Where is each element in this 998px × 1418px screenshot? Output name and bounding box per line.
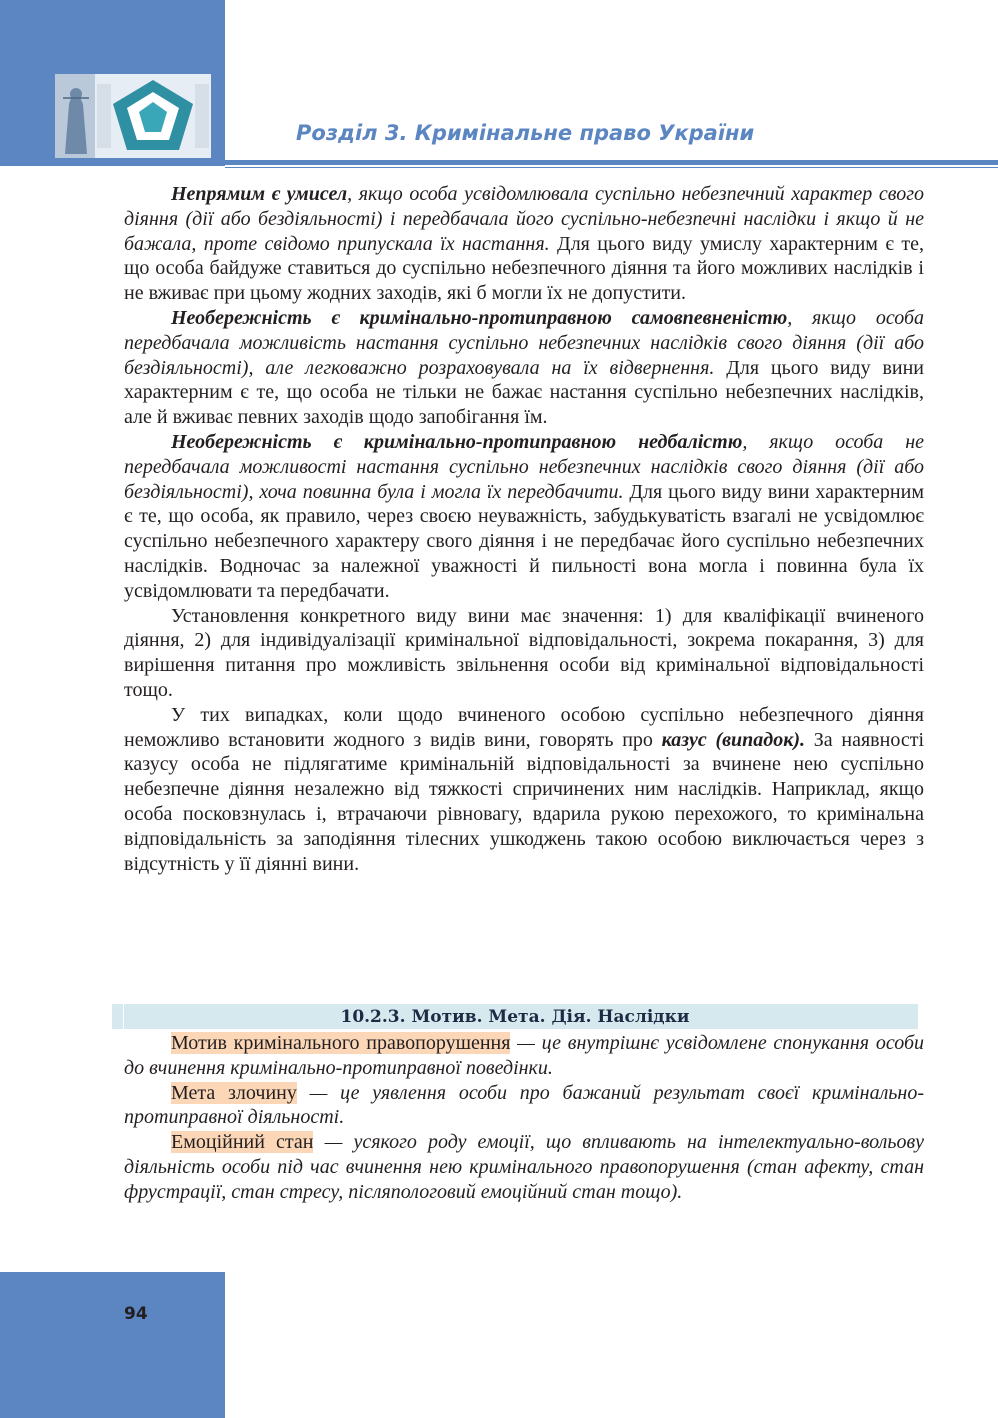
paragraph-negligence: Необережність є кримінально-протиправною недбалістю, якщо особа не передбачала можливості настання суспільно небезпечних наслідків свого діяння (дії або бездіяльності), хоча повинна була і могла їх передбачити. Для цього виду вини характерним є те, що особа, як правило, через своєю неуважність, забудькуватість взагалі не усвідомлює суспільно небезпечного характеру свого діяння і не передбачає його суспільно небезпечних наслідків. Водночас за належної уважності й пильності вона могла і повинна була їх усвідомлювати та передбачати.	[124, 430, 925, 602]
term-highlight: Емоційний стан	[171, 1131, 314, 1154]
page-number: 94	[124, 1304, 148, 1324]
header-rule	[225, 160, 998, 165]
term-highlight: Мета злочину	[171, 1081, 297, 1104]
chapter-title: Розділ 3. Кримінальне право України	[296, 121, 755, 145]
header-rule-thin	[225, 167, 998, 168]
chapter-logo	[55, 74, 211, 158]
definition-goal: Мета злочину — це уявлення особи про бажаний результат своєї кримінально-протиправної діяльності.	[124, 1081, 924, 1129]
section-heading: 10.2.3. Мотив. Мета. Дія. Наслідки	[340, 1007, 690, 1027]
paragraph-self-confidence: Необережність є кримінально-протиправною самовпевненістю, якщо особа передбачала можливість настання суспільно небезпечних наслідків свого діяння (дії або бездіяльності), але легковажно розраховувала на їх відвернення. Для цього виду вини характерним є те, що особа не тільки не бажає настання суспільно небезпечних наслідків, але й вживає певних заходів щодо запобігання їм.	[124, 306, 924, 429]
paragraph-guilt-significance: Установлення конкретного виду вини має значення: 1) для кваліфікації вчиненого діяння, 2) для індивідуалізації кримінальної відповідальності, зокрема покарання, 3) для вирішення питання про можливість звільнення особи від кримінальної відповідальності тощо.	[124, 604, 924, 701]
justice-emblem-icon	[55, 74, 211, 158]
definition-motive: Мотив кримінального правопорушення — це внутрішнє усвідомлене спонукання особи до вчинення кримінально-протиправної поведінки.	[124, 1032, 924, 1079]
paragraph-indirect-intent: Непрямим є умисел, якщо особа усвідомлювала суспільно небезпечний характер свого діяння (дії або бездіяльності) і передбачала його суспільно-небезпечні наслідки і якщо й не бажала, проте свідомо припускала їх настання. Для цього виду умислу характерним є те, що особа байдуже ставиться до суспільно небезпечного діяння та його можливих наслідків і не вживає при цьому жодних заходів, які б могли їх не допустити.	[124, 183, 924, 305]
main-text	[124, 182, 924, 876]
definition-emotional-state: Емоційний стан — усякого роду емоції, що впливають на інтелектуально-вольову діяльність особи під час вчинення нею кримінального правопорушення (стан афекту, стан фрустрації, стан стресу, післяпологовий емоційний стан тощо).	[124, 1131, 925, 1203]
definitions	[124, 1031, 924, 1205]
term-highlight: Мотив кримінального правопорушення	[171, 1032, 511, 1054]
paragraph-casus: У тих випадках, коли щодо вчиненого особою суспільно небезпечного діяння неможливо встановити жодного з видів вини, говорять про казус (випадок). За наявності казусу особа не підлягатиме кримінальній відповідальності за вчинене нею суспільно небезпечне діяння незалежно від тяжкості спричинених ним наслідків. Наприклад, якщо особа посковзнулась і, втрачаючи рівновагу, вдарила рукою перехожого, то кримінальна відповідальність за заподіяння тілесних ушкоджень такою особою виключається через з відсутність у її діянні вини.	[124, 703, 924, 875]
sidebar-bottom	[0, 1272, 225, 1418]
